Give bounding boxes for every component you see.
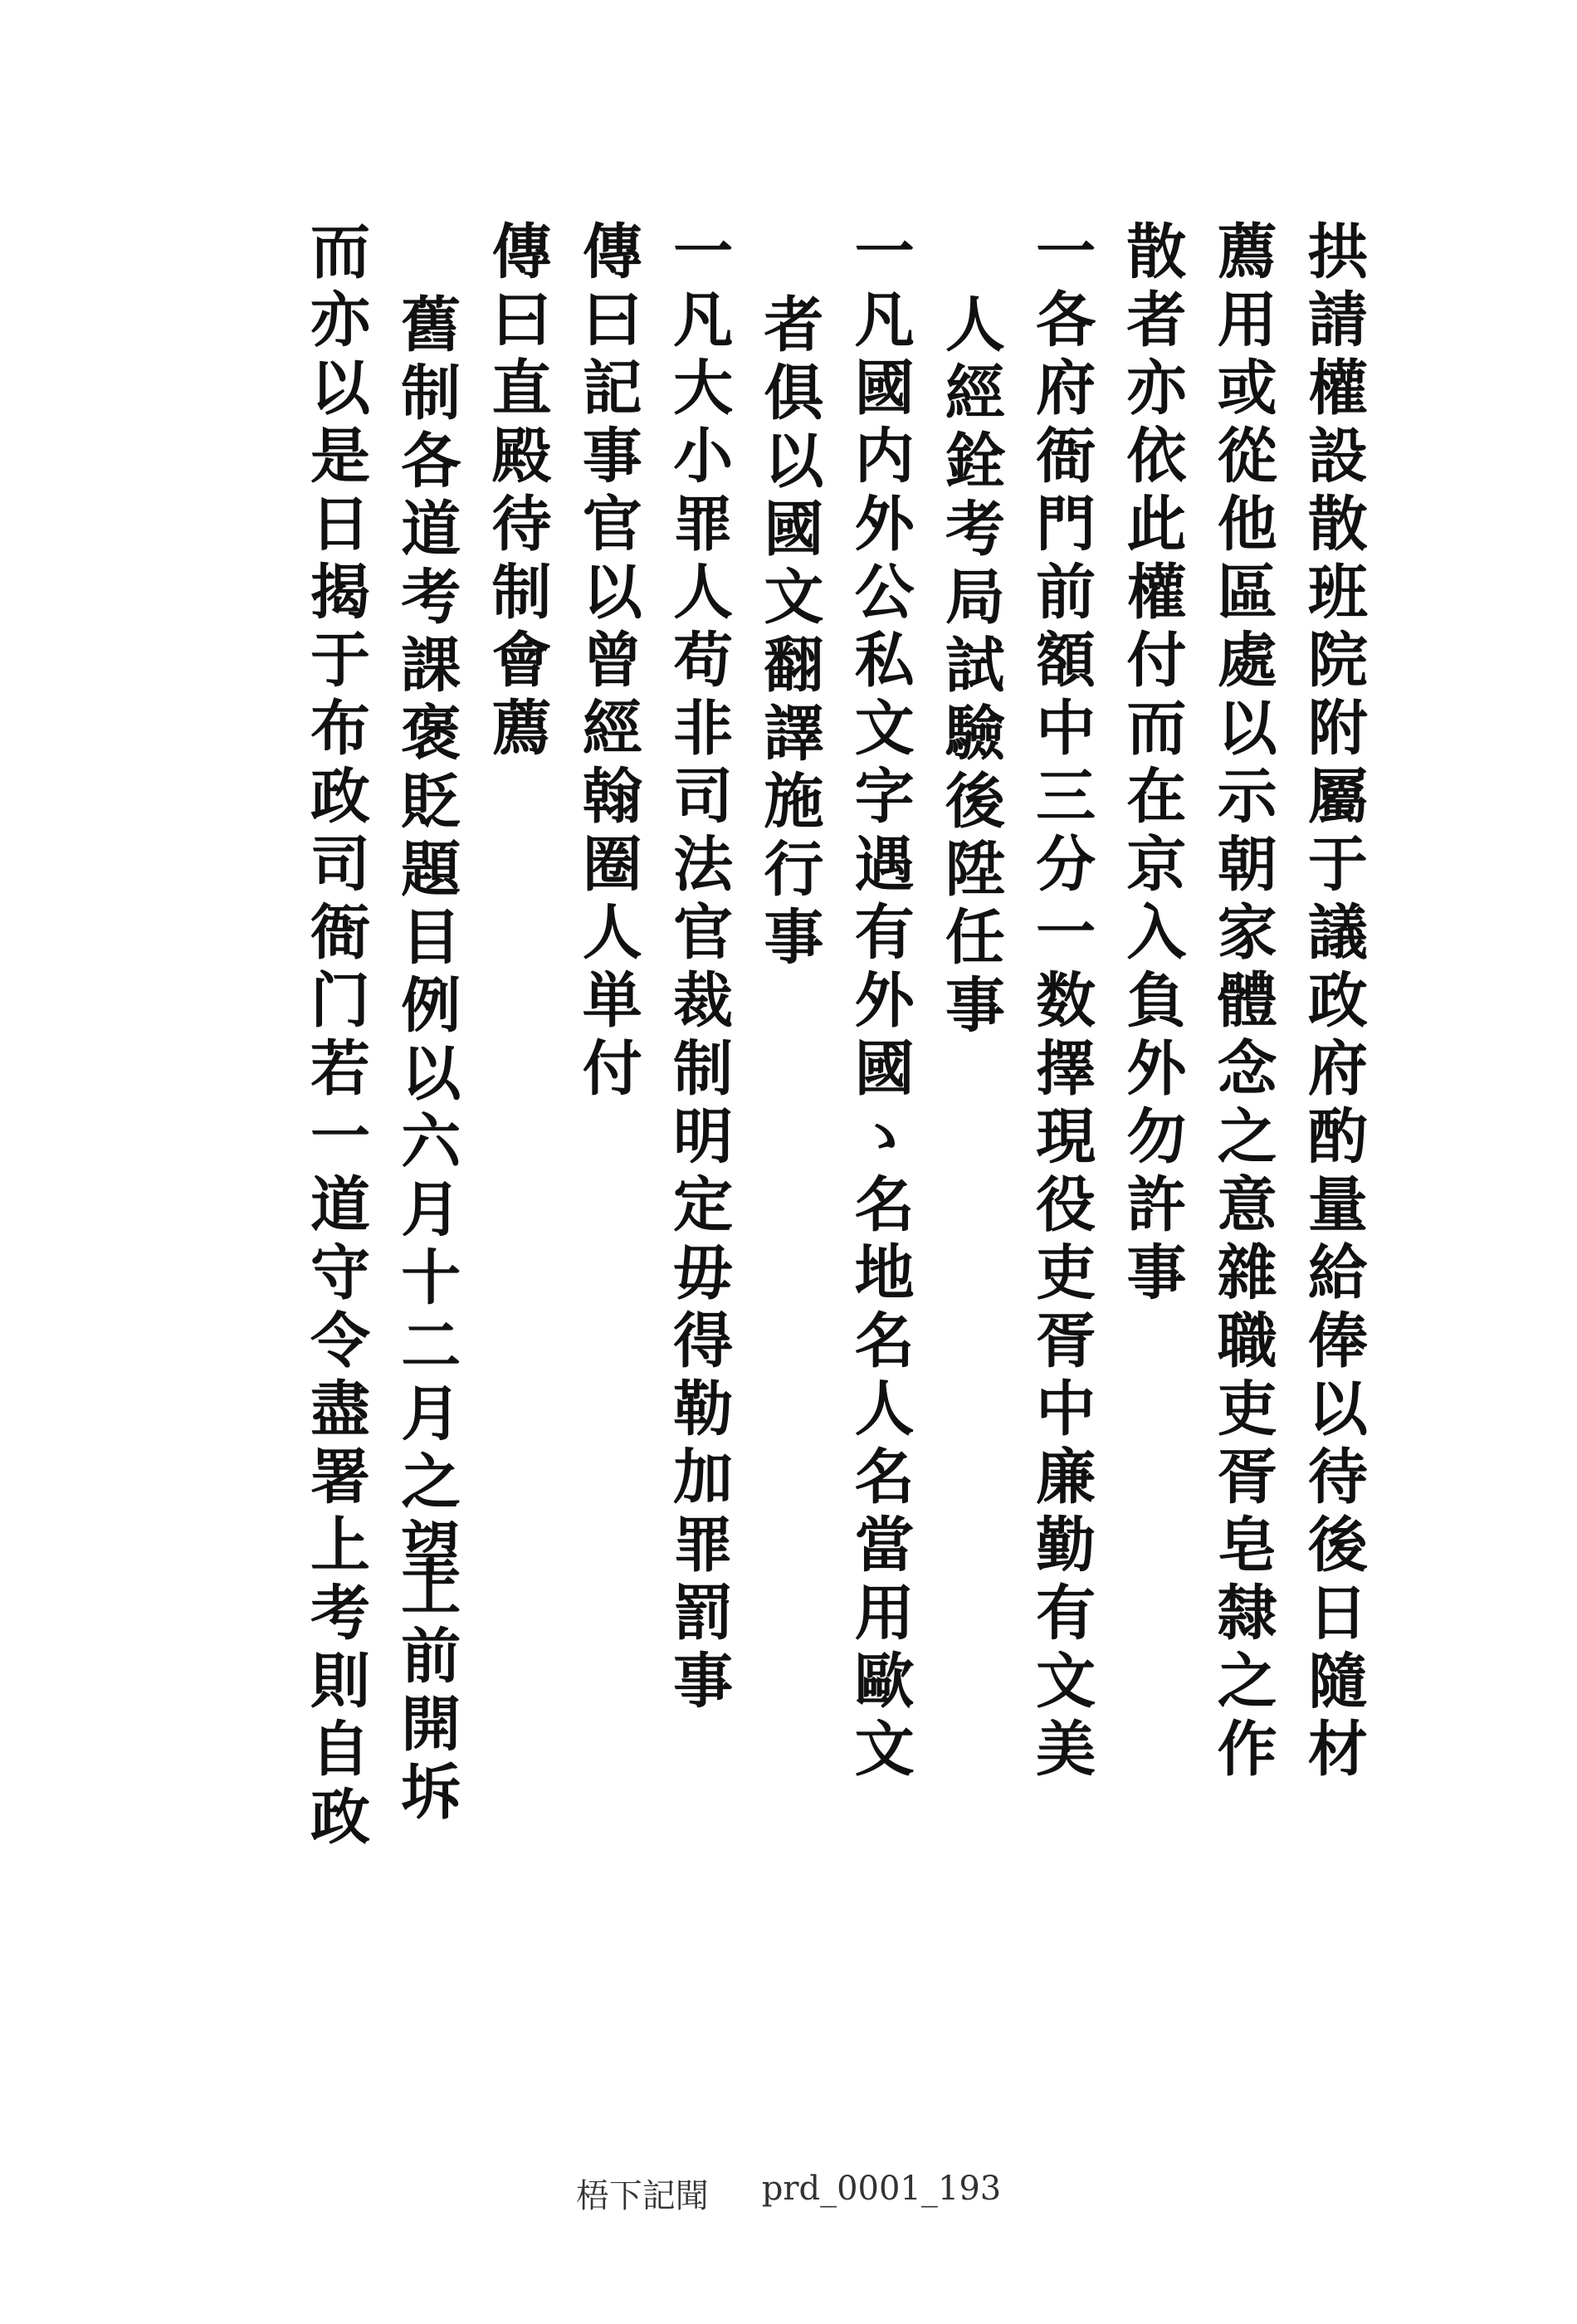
text-column-10 (481, 220, 554, 1797)
column-text: 傳曰記事官以曾經翰圈人単付 (572, 220, 643, 1105)
text-column-8 (662, 220, 735, 1797)
column-text: 薦用或從他區處以示朝家體念之意雜職吏胥皂隸之作 (1207, 220, 1278, 1785)
text-column-3 (1115, 220, 1188, 1797)
text-column-12 (299, 220, 372, 1853)
manuscript-text-block (299, 220, 1370, 1853)
column-extra-wrapper (389, 1556, 462, 1828)
text-column-1 (1296, 220, 1370, 1797)
column-text: 者俱以國文翻譯施行事 (754, 293, 825, 974)
column-text: 傳曰直殿待制會薦 (481, 220, 553, 764)
text-column-9 (571, 220, 644, 1797)
column-text: 一各府衙門前額中三分一数擇現役吏胥中廉勤有文美 (1026, 220, 1097, 1785)
text-column-11 (389, 220, 462, 1828)
page-code: prd_0001_193 (761, 2170, 1002, 2208)
text-column-4 (1024, 220, 1097, 1797)
book-title: 梧下記聞 (575, 2177, 709, 2215)
column-text: 一凡國内外公私文字遇有外國ゝ名地名人名當用歐文 (844, 220, 915, 1785)
column-text: 一凡大小罪人苟非司法官裁制明定毋得勒加罪罰事 (663, 220, 735, 1717)
text-column-5 (934, 220, 1007, 1797)
column-text: 散者亦依此權付而在京入負外勿許事 (1116, 220, 1188, 1309)
page-footer (0, 2170, 1577, 2217)
text-column-7 (752, 220, 825, 1797)
text-column-2 (1206, 220, 1279, 1797)
column-text: 而亦以是日揭于布政司衙门若一道守令盡署上考則自政 (300, 220, 371, 1853)
text-column-6 (843, 220, 916, 1797)
column-text: 舊制各道考課褒貶題目例以六月十二月之望 (391, 293, 462, 1586)
column-text: 人經銓考局試驗後陞任事 (935, 293, 1006, 1042)
column-extra-text: 上前開坼 (391, 1556, 462, 1828)
column-text: 拱請權設散班院附屬于議政府酌量給俸以待後日隨材 (1297, 220, 1369, 1785)
